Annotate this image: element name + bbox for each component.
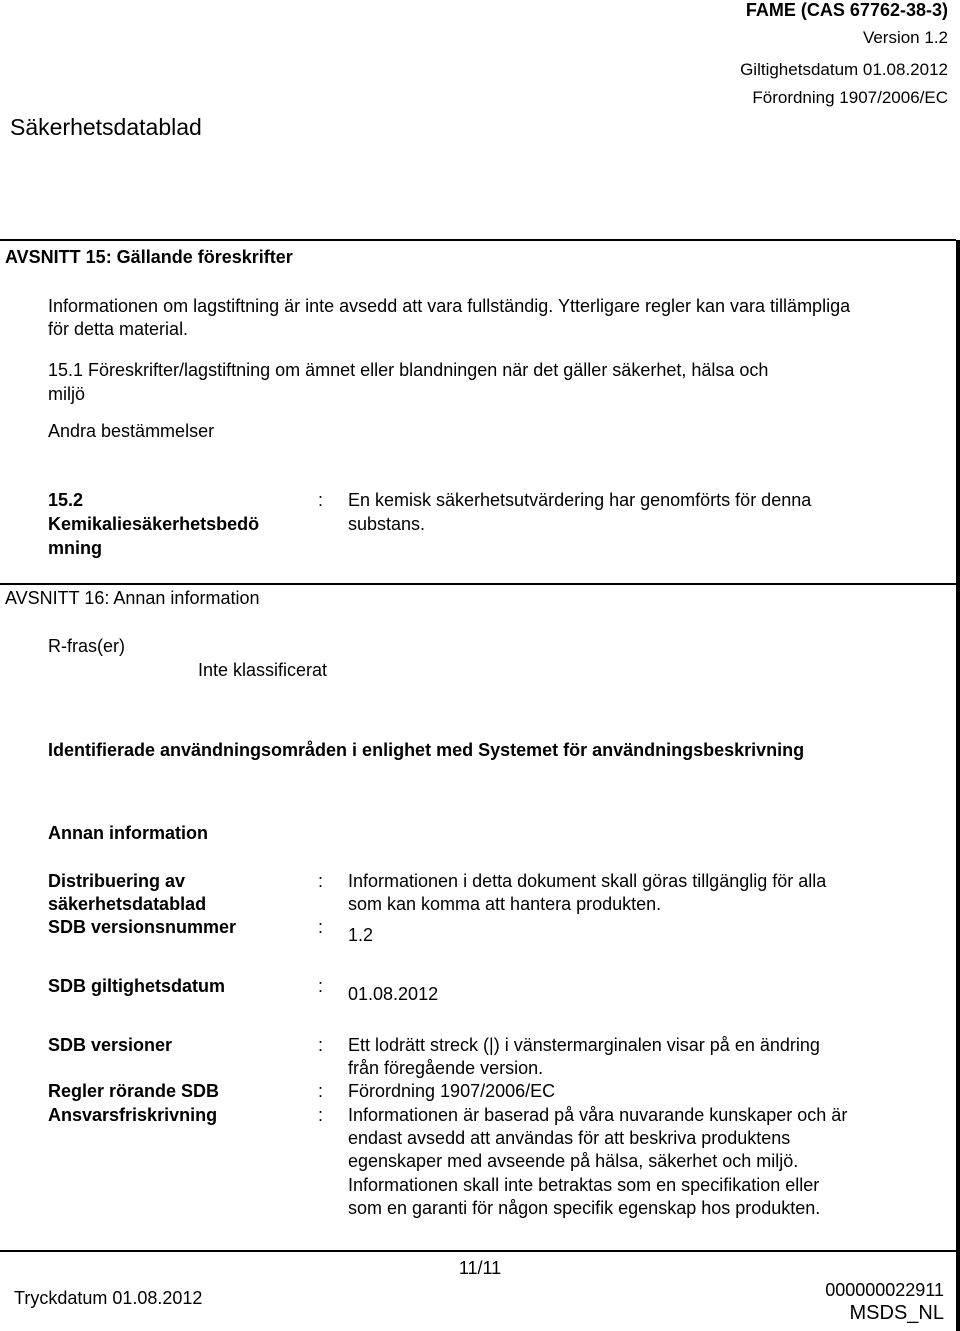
document-type: MSDS_NL (849, 1302, 944, 1324)
section-15-2-label-line2: Kemikaliesäkerhetsbedö (48, 514, 260, 534)
sds-validity-colon: : (318, 976, 324, 996)
sds-version-value: 1.2 (348, 925, 374, 945)
disclaimer-colon: : (318, 1105, 324, 1125)
r-phrases-value: Inte klassificerat (198, 660, 328, 680)
section-16-heading: AVSNITT 16: Annan information (5, 588, 260, 608)
section-15-intro-line2: för detta material. (48, 319, 189, 339)
distribution-colon: : (318, 871, 324, 891)
rules-label: Regler rörande SDB (48, 1081, 220, 1101)
section-15-1-line1: 15.1 Föreskrifter/lagstiftning om ämnet eller blandningen när det gäller säkerhet, hälsa och (48, 360, 769, 380)
sds-validity-value: 01.08.2012 (348, 984, 439, 1004)
r-phrases-label: R-fras(er) (48, 636, 125, 656)
other-information-heading: Annan information (48, 823, 208, 843)
section-16-rule (0, 583, 956, 585)
rules-value: Förordning 1907/2006/EC (348, 1081, 556, 1101)
disclaimer-line5: som en garanti för någon specifik egenskap hos produkten. (348, 1198, 821, 1218)
regulation: Förordning 1907/2006/EC (752, 88, 948, 107)
page-number: 11/11 (458, 1258, 502, 1278)
section-15-intro-line1: Informationen om lagstiftning är inte avsedd att vara fullständig. Ytterligare regler kan vara tillämpliga (48, 296, 851, 316)
validity-date: Giltighetsdatum 01.08.2012 (740, 60, 948, 79)
right-edge-bar (956, 240, 960, 1331)
sds-versions-value-line2: från föregående version. (348, 1058, 544, 1078)
rules-colon: : (318, 1081, 324, 1101)
section-15-heading: AVSNITT 15: Gällande föreskrifter (5, 247, 293, 267)
other-provisions: Andra bestämmelser (48, 421, 215, 441)
disclaimer-line3: egenskaper med avseende på hälsa, säkerhet och miljö. (348, 1151, 799, 1171)
section-15-2-value-line1: En kemisk säkerhetsutvärdering har genomförts för denna (348, 490, 812, 510)
distribution-value-line1: Informationen i detta dokument skall göras tillgänglig för alla (348, 871, 827, 891)
section-15-2-colon: : (318, 490, 324, 510)
document-number: 000000022911 (825, 1280, 944, 1300)
footer-rule (0, 1250, 956, 1252)
document-title: Säkerhetsdatablad (10, 114, 202, 140)
disclaimer-line2: endast avsedd att användas för att beskriva produktens (348, 1128, 791, 1148)
distribution-label-line2: säkerhetsdatablad (48, 894, 207, 914)
sds-versions-label: SDB versioner (48, 1035, 173, 1055)
section-15-1-line2: miljö (48, 384, 86, 404)
identified-uses-heading: Identifierade användningsområden i enlighet med Systemet för användningsbeskrivning (48, 740, 805, 760)
sds-validity-label: SDB giltighetsdatum (48, 976, 226, 996)
product-name: FAME (CAS 67762-38-3) (745, 0, 948, 20)
distribution-label-line1: Distribuering av (48, 871, 186, 891)
print-date: Tryckdatum 01.08.2012 (14, 1288, 203, 1308)
disclaimer-line1: Informationen är baserad på våra nuvarande kunskaper och är (348, 1105, 848, 1125)
section-15-rule (0, 239, 956, 241)
sds-version-colon: : (318, 917, 324, 937)
disclaimer-label: Ansvarsfriskrivning (48, 1105, 218, 1125)
disclaimer-line4: Informationen skall inte betraktas som en specifikation eller (348, 1175, 820, 1195)
sds-version-label: SDB versionsnummer (48, 917, 237, 937)
section-15-2-label-line1: 15.2 (48, 490, 84, 510)
distribution-value-line2: som kan komma att hantera produkten. (348, 894, 662, 914)
version: Version 1.2 (862, 28, 948, 47)
sds-versions-value-line1: Ett lodrätt streck (|) i vänstermarginalen visar på en ändring (348, 1035, 820, 1055)
section-15-2-value-line2: substans. (348, 514, 426, 534)
sds-versions-colon: : (318, 1035, 324, 1055)
section-15-2-label-line3: mning (48, 538, 102, 558)
